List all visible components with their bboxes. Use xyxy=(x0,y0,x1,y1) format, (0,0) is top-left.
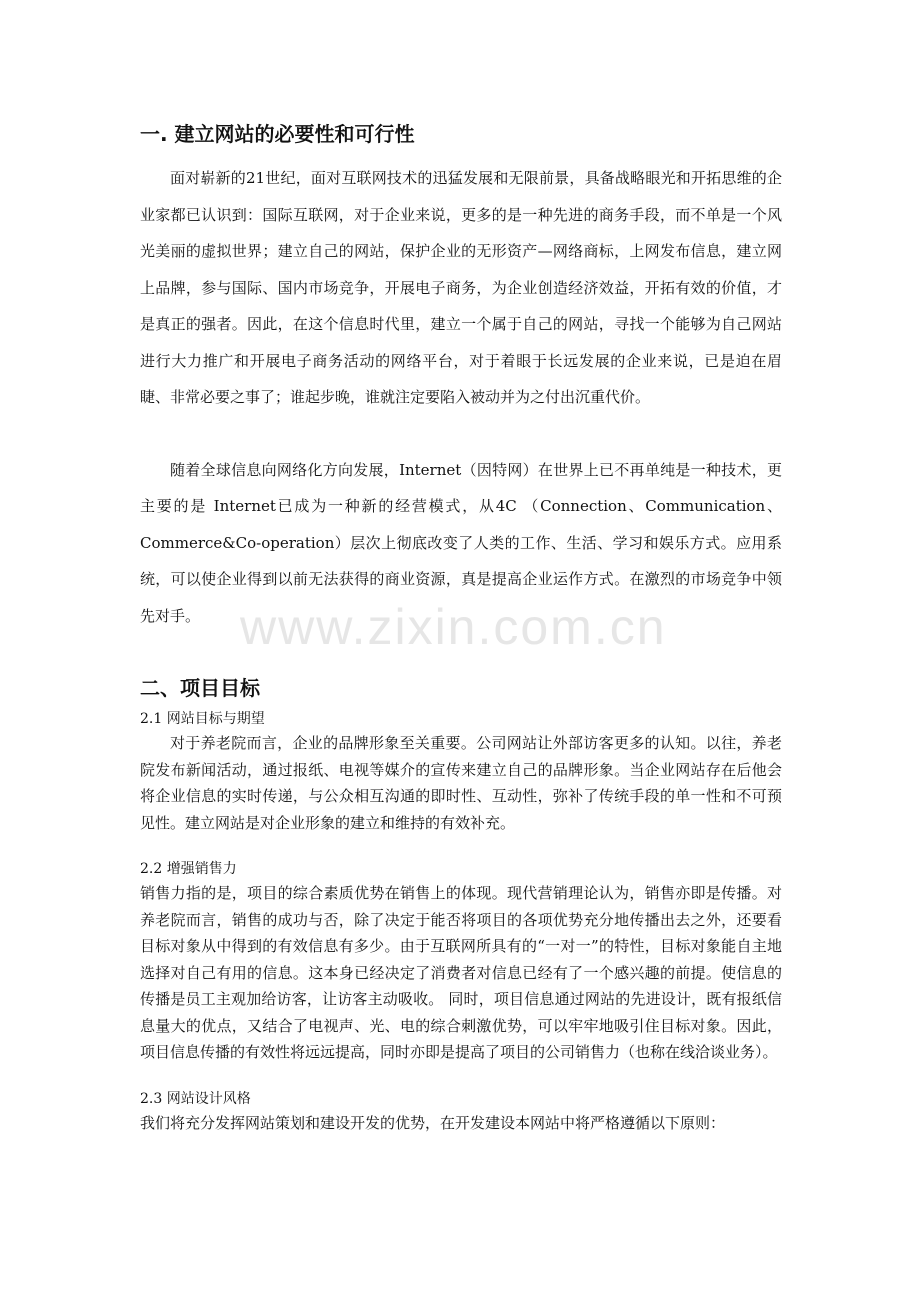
subsection-2-1-heading: 2.1 网站目标与期望 xyxy=(140,711,265,727)
section-1-paragraph-1: 面对崭新的21世纪，面对互联网技术的迅猛发展和无限前景，具备战略眼光和开拓思维的企业家都已认识到：国际互联网，对于企业来说，更多的是一种先进的商务手段，而不单是一个风光美丽的虚拟世界；建立自己的网站，保护企业的无形资产—网络商标，上网发布信息，建立网上品牌，参与国际、国内市场竞争，开展电子商务，为企业创造经济效益，开拓有效的价值，才是真正的强者。因此，在这个信息时代里，建立一个属于自己的网站，寻找一个能够为自己网站进行大力推广和开展电子商务活动的网络平台，对于着眼于长远发展的企业来说，已是迫在眉睫、非常必要之事了；谁起步晚，谁就注定要陷入被动并为之付出沉重代价。 xyxy=(140,169,782,406)
document-body xyxy=(140,118,782,1136)
subsection-2-2-heading: 2.2 增强销售力 xyxy=(140,861,237,877)
subsection-2-3-heading: 2.3 网站设计风格 xyxy=(140,1090,251,1107)
subsection-2-2-text: 销售力指的是，项目的综合素质优势在销售上的体现。现代营销理论认为，销售亦即是传播。对养老院而言，销售的成功与否，除了决定于能否将项目的各项优势充分地传播出去之外，还要看目标对象从中得到的有效信息有多少。由于互联网所具有的“一对一”的特性，目标对象能自主地选择对自己有用的信息。这本身已经决定了消费者对信息已经有了一个感兴趣的前提。使信息的传播是员工主观加给访客，让访客主动吸收。 同时，项目信息通过网站的先进设计，既有报纸信息量大的优点，又结合了电视声、光、电的综合刺激优势，可以牢牢地吸引住目标对象。因此，项目信息传播的有效性将远远提高，同时亦即是提高了项目的公司销售力（也称在线洽谈业务）。 xyxy=(140,884,782,1061)
subsection-2-1-text: 对于养老院而言，企业的品牌形象至关重要。公司网站让外部访客更多的认知。以往，养老院发布新闻活动，通过报纸、电视等媒介的宣传来建立自己的品牌形象。当企业网站存在后他会将企业信息的实时传递，与公众相互沟通的即时性、互动性，弥补了传统手段的单一性和不可预见性。建立网站是对企业形象的建立和维持的有效补充。 xyxy=(140,734,782,832)
section-1-paragraph-2: 随着全球信息向网络化方向发展，Internet（因特网）在世界上已不再单纯是一种技术，更主要的是 Internet已成为一种新的经营模式，从4C （Connection、Communication、Commerce&Co-operation）层次上彻底改变了人类的工作、生活、学习和娱乐方式。应用系统，可以使企业得到以前无法获得的商业资源，真是提高企业运作方式。在激烈的市场竞争中领先对手。 xyxy=(140,460,782,625)
section-2-title: 二、项目目标 xyxy=(140,676,260,700)
subsection-2-3-text: 我们将充分发挥网站策划和建设开发的优势，在开发建设本网站中将严格遵循以下原则： xyxy=(140,1113,726,1132)
section-1-title: 一. 建立网站的必要性和可行性 xyxy=(140,122,415,146)
watermark: www.zixin.com.cn xyxy=(240,599,667,655)
